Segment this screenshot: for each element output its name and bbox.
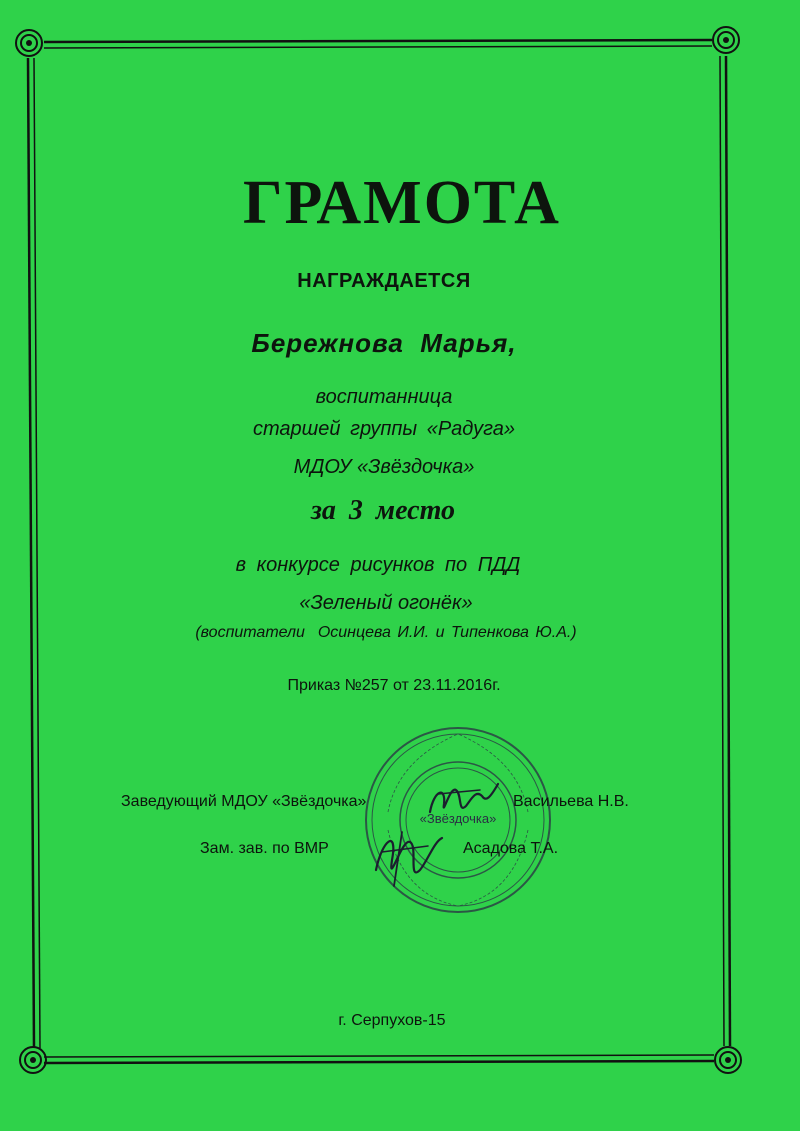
teachers-note: (воспитатели Осинцева И.И. и Типенкова Ю.А.) (195, 624, 577, 641)
awarded-label: НАГРАЖДАЕТСЯ (297, 270, 471, 292)
signature-head-icon (430, 784, 498, 812)
contest-description: в конкурсе рисунков по ПДД (235, 554, 521, 576)
corner-ornament-icon (18, 1045, 48, 1075)
issue-city: г. Серпухов-15 (338, 1012, 446, 1029)
certificate-title: ГРАМОТА (243, 169, 561, 237)
deputy-position: Зам. зав. по ВМР (200, 840, 329, 857)
recipient-group: старшей группы «Радуга» (253, 418, 515, 440)
head-name: Васильева Н.В. (513, 793, 629, 810)
corner-ornament-icon (713, 1045, 743, 1075)
recipient-name: Бережнова Марья, (251, 328, 517, 358)
award-place: за 3 место (310, 495, 455, 526)
corner-ornament-icon (14, 28, 44, 58)
corner-ornament-icon (711, 25, 741, 55)
stamp-center-text: «Звёздочка» (419, 811, 497, 826)
recipient-role: воспитанница (315, 386, 453, 408)
head-position: Заведующий МДОУ «Звёздочка» (121, 793, 367, 810)
contest-title: «Зеленый огонёк» (299, 592, 473, 614)
official-stamp-icon (358, 720, 558, 920)
recipient-institution: МДОУ «Звёздочка» (293, 456, 475, 478)
deputy-name: Асадова Т.А. (463, 840, 559, 857)
order-reference: Приказ №257 от 23.11.2016г. (287, 677, 501, 694)
